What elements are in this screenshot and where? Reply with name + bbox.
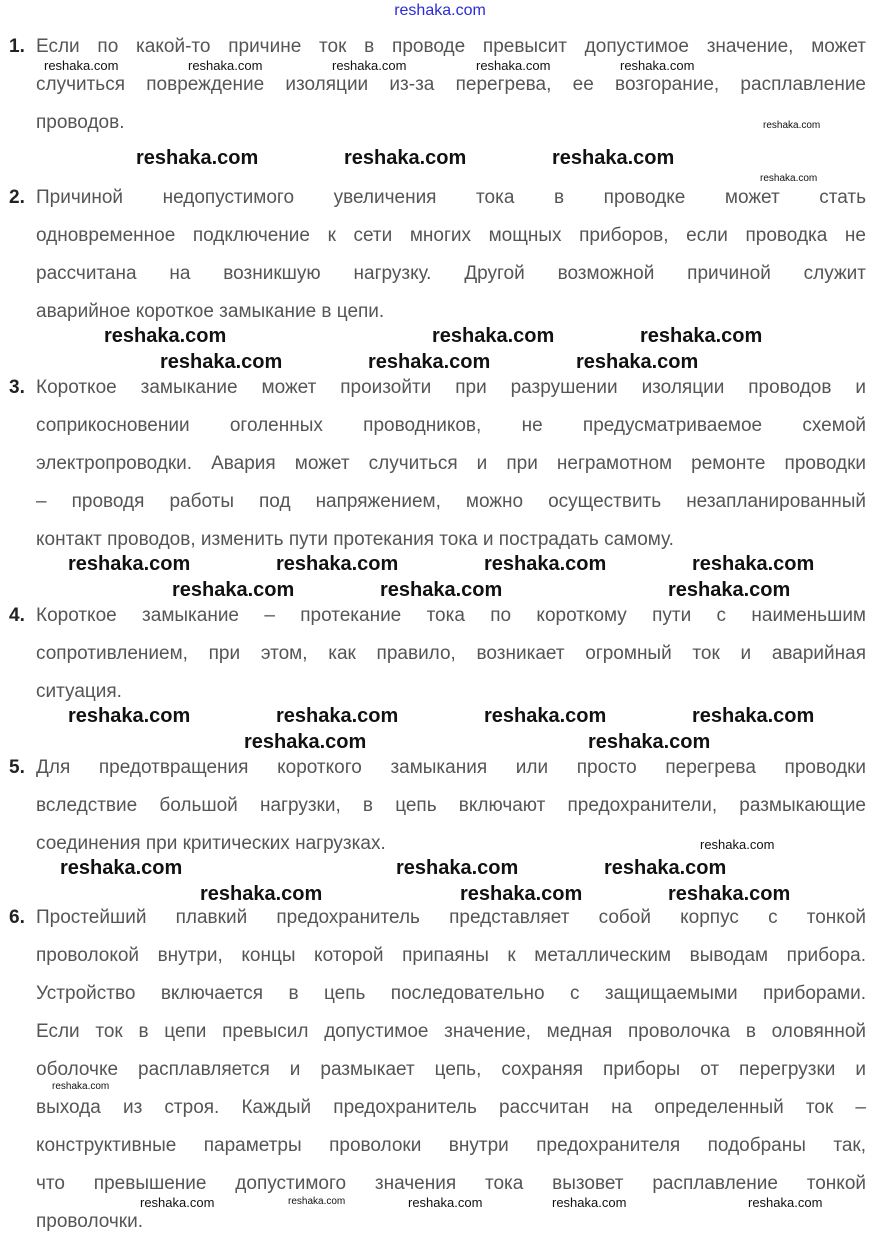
watermark-text: reshaka.com — [484, 553, 607, 575]
watermark-text: reshaka.com — [68, 553, 191, 575]
watermark-text: reshaka.com — [104, 325, 227, 347]
paragraph-line: Короткое замыкание – протекание тока по короткому пути с наименьшим — [36, 605, 866, 626]
watermark-text: reshaka.com — [344, 147, 467, 169]
watermark-text: reshaka.com — [588, 731, 711, 753]
watermark-text: reshaka.com — [332, 58, 407, 73]
watermark-text: reshaka.com — [484, 705, 607, 727]
watermark-text: reshaka.com — [172, 579, 295, 601]
watermark-text: reshaka.com — [460, 883, 583, 905]
paragraph-line: соединения при критических нагрузках. — [36, 833, 386, 854]
watermark-text: reshaka.com — [700, 837, 775, 852]
watermark-text: reshaka.com — [60, 857, 183, 879]
paragraph-line: Причиной недопустимого увеличения тока в проводке может стать — [36, 187, 866, 208]
watermark-text: reshaka.com — [760, 173, 818, 184]
site-header-link[interactable]: reshaka.com — [394, 2, 486, 19]
paragraph-line: проволочки. — [36, 1211, 144, 1232]
paragraph-line: Если ток в цепи превысил допустимое значение, медная проволочка в оловянной — [36, 1021, 866, 1042]
paragraph-line: Если по какой-то причине ток в проводе превысит допустимое значение, может — [36, 36, 866, 57]
paragraph-line: конструктивные параметры проволоки внутри предохранителя подобраны так, — [36, 1135, 866, 1156]
item-number: 2. — [9, 187, 25, 208]
watermark-text: reshaka.com — [763, 120, 821, 131]
watermark-text: reshaka.com — [668, 579, 791, 601]
item-number: 1. — [9, 36, 25, 57]
watermark-text: reshaka.com — [748, 1195, 823, 1210]
paragraph-line: проволокой внутри, концы которой припаяны к металлическим выводам прибора. — [36, 945, 866, 966]
paragraph-line: аварийное короткое замыкание в цепи. — [36, 301, 385, 322]
watermark-text: reshaka.com — [368, 351, 491, 373]
watermark-text: reshaka.com — [188, 58, 263, 73]
paragraph-line: соприкосновении оголенных проводников, не предусматриваемое схемой — [36, 415, 866, 436]
watermark-text: reshaka.com — [52, 1081, 110, 1092]
paragraph-line: электропроводки. Авария может случиться и при неграмотном ремонте проводки — [36, 453, 866, 474]
paragraph-line: контакт проводов, изменить пути протекания тока и пострадать самому. — [36, 529, 674, 550]
watermark-text: reshaka.com — [288, 1196, 346, 1207]
paragraph-line: одновременное подключение к сети многих мощных приборов, если проводка не — [36, 225, 866, 246]
watermark-text: reshaka.com — [620, 58, 695, 73]
paragraph-line: сопротивлением, при этом, как правило, возникает огромный ток и аварийная — [36, 643, 866, 664]
watermark-text: reshaka.com — [140, 1195, 215, 1210]
watermark-text: reshaka.com — [396, 857, 519, 879]
paragraph-line: Для предотвращения короткого замыкания или просто перегрева проводки — [36, 757, 866, 778]
watermark-text: reshaka.com — [136, 147, 259, 169]
item-number: 4. — [9, 605, 25, 626]
watermark-text: reshaka.com — [552, 1195, 627, 1210]
watermark-text: reshaka.com — [200, 883, 323, 905]
watermark-text: reshaka.com — [276, 705, 399, 727]
watermark-text: reshaka.com — [668, 883, 791, 905]
watermark-text: reshaka.com — [44, 58, 119, 73]
watermark-text: reshaka.com — [244, 731, 367, 753]
watermark-text: reshaka.com — [692, 553, 815, 575]
paragraph-line: Простейший плавкий предохранитель представляет собой корпус с тонкой — [36, 907, 866, 928]
item-number: 5. — [9, 757, 25, 778]
paragraph-line: – проводя работы под напряжением, можно осуществить незапланированный — [36, 491, 866, 512]
watermark-text: reshaka.com — [432, 325, 555, 347]
watermark-text: reshaka.com — [576, 351, 699, 373]
paragraph-line: Устройство включается в цепь последовательно с защищаемыми приборами. — [36, 983, 866, 1004]
paragraph-line: что превышение допустимого значения тока вызовет расплавление тонкой — [36, 1173, 866, 1194]
watermark-text: reshaka.com — [380, 579, 503, 601]
watermark-text: reshaka.com — [604, 857, 727, 879]
item-number: 6. — [9, 907, 25, 928]
paragraph-line: Короткое замыкание может произойти при разрушении изоляции проводов и — [36, 377, 866, 398]
watermark-text: reshaka.com — [692, 705, 815, 727]
watermark-text: reshaka.com — [68, 705, 191, 727]
paragraph-line: случиться повреждение изоляции из-за перегрева, ее возгорание, расплавление — [36, 74, 866, 95]
paragraph-line: оболочке расплавляется и размыкает цепь, сохраняя приборы от перегрузки и — [36, 1059, 866, 1080]
paragraph-line: ситуация. — [36, 681, 122, 702]
item-number: 3. — [9, 377, 25, 398]
watermark-text: reshaka.com — [476, 58, 551, 73]
paragraph-line: проводов. — [36, 112, 125, 133]
paragraph-line: выхода из строя. Каждый предохранитель рассчитан на определенный ток – — [36, 1097, 866, 1118]
watermark-text: reshaka.com — [160, 351, 283, 373]
watermark-text: reshaka.com — [276, 553, 399, 575]
paragraph-line: вследствие большой нагрузки, в цепь включают предохранители, размыкающие — [36, 795, 866, 816]
watermark-text: reshaka.com — [640, 325, 763, 347]
watermark-text: reshaka.com — [552, 147, 675, 169]
watermark-text: reshaka.com — [408, 1195, 483, 1210]
paragraph-line: рассчитана на возникшую нагрузку. Другой возможной причиной служит — [36, 263, 866, 284]
